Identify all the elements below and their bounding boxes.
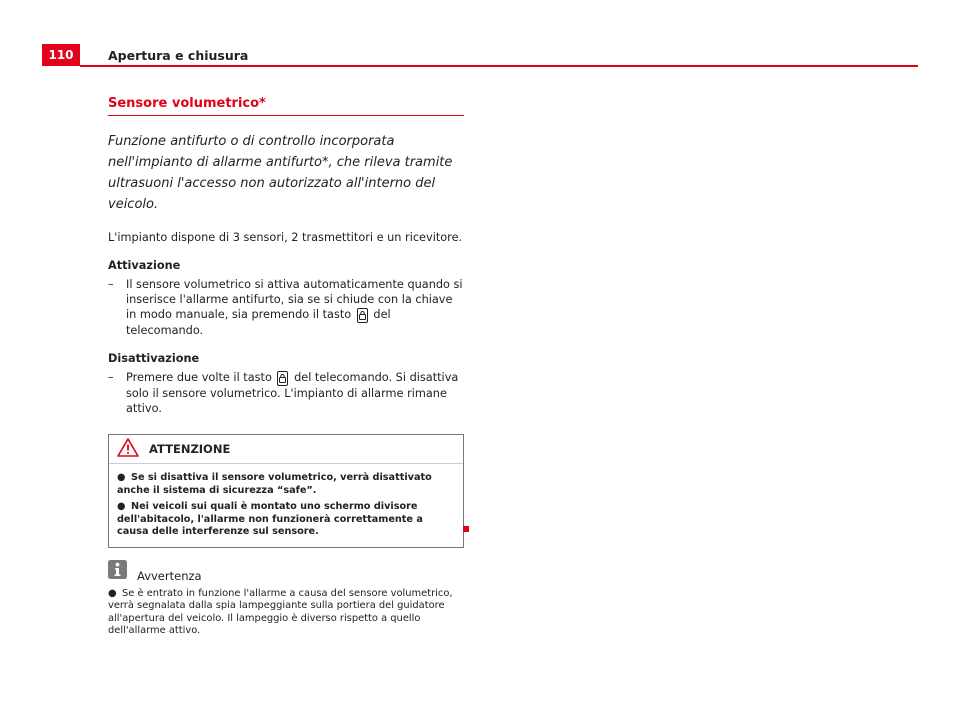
note-header bbox=[108, 560, 464, 583]
warning-item-text: Nei veicoli sui quali è montato uno schermo divisore dell'abitacolo, l'allarme non funzionerà correttamente a causa delle interferenze sul sensore. bbox=[117, 501, 423, 537]
activation-step bbox=[108, 277, 464, 338]
note-text: Se è entrato in funzione l'allarme a causa del sensore volumetrico, verrà segnalata dalla spia lampeggiante sulla portiera del guidatore all'apertura del veicolo. Il lampeggio è diverso rispetto a quello dell'allarme attivo. bbox=[108, 587, 453, 637]
section-intro: Funzione antifurto o di controllo incorporata nell'impianto di allarme antifurto*, che rileva tramite ultrasuoni l'accesso non autorizzato all'interno del veicolo. bbox=[108, 134, 453, 212]
section-title: Sensore volumetrico* bbox=[108, 96, 464, 116]
bullet-marker: ● bbox=[117, 472, 126, 483]
warning-item bbox=[117, 472, 455, 497]
chapter-title: Apertura e chiusura bbox=[108, 48, 249, 63]
lock-key-icon bbox=[277, 371, 288, 386]
bullet-marker: ● bbox=[117, 501, 126, 512]
note-title: Avvertenza bbox=[137, 568, 202, 583]
deactivation-text-end: del telecomando. Si disattiva solo il sensore volumetrico. L'impianto di allarme rimane attivo. bbox=[126, 371, 459, 415]
warning-item-text: Se si disattiva il sensore volumetrico, verrà disattivato anche il sistema di sicurezza “safe”. bbox=[117, 472, 432, 496]
warning-title: ATTENZIONE bbox=[149, 442, 231, 456]
deactivation-step bbox=[108, 370, 464, 416]
warning-item bbox=[117, 501, 455, 539]
body-text: L'impianto dispone di 3 sensori, 2 trasmettitori e un ricevitore. bbox=[108, 231, 463, 244]
warning-body bbox=[109, 464, 463, 547]
activation-text-end: del telecomando. bbox=[126, 308, 391, 337]
warning-triangle-icon bbox=[109, 438, 139, 461]
lock-key-icon bbox=[357, 308, 368, 323]
page-number: 110 bbox=[42, 44, 80, 66]
main-content bbox=[108, 96, 464, 638]
section-end-marker bbox=[463, 526, 469, 532]
activation-heading: Attivazione bbox=[108, 259, 181, 272]
dash-marker: – bbox=[108, 278, 114, 291]
info-icon bbox=[108, 560, 127, 583]
deactivation-text: Premere due volte il tasto bbox=[126, 371, 272, 384]
activation-text: Il sensore volumetrico si attiva automaticamente quando si inserisce l'allarme antifurto, sia se si chiude con la chiave in modo manuale, sia premendo il tasto bbox=[126, 278, 463, 321]
header-rule bbox=[80, 65, 918, 67]
warning-header bbox=[109, 435, 463, 464]
dash-marker: – bbox=[108, 371, 114, 384]
bullet-marker: ● bbox=[108, 587, 117, 599]
warning-box bbox=[108, 434, 464, 548]
deactivation-heading: Disattivazione bbox=[108, 352, 200, 365]
note-block bbox=[108, 560, 464, 638]
note-text-block bbox=[108, 588, 464, 638]
